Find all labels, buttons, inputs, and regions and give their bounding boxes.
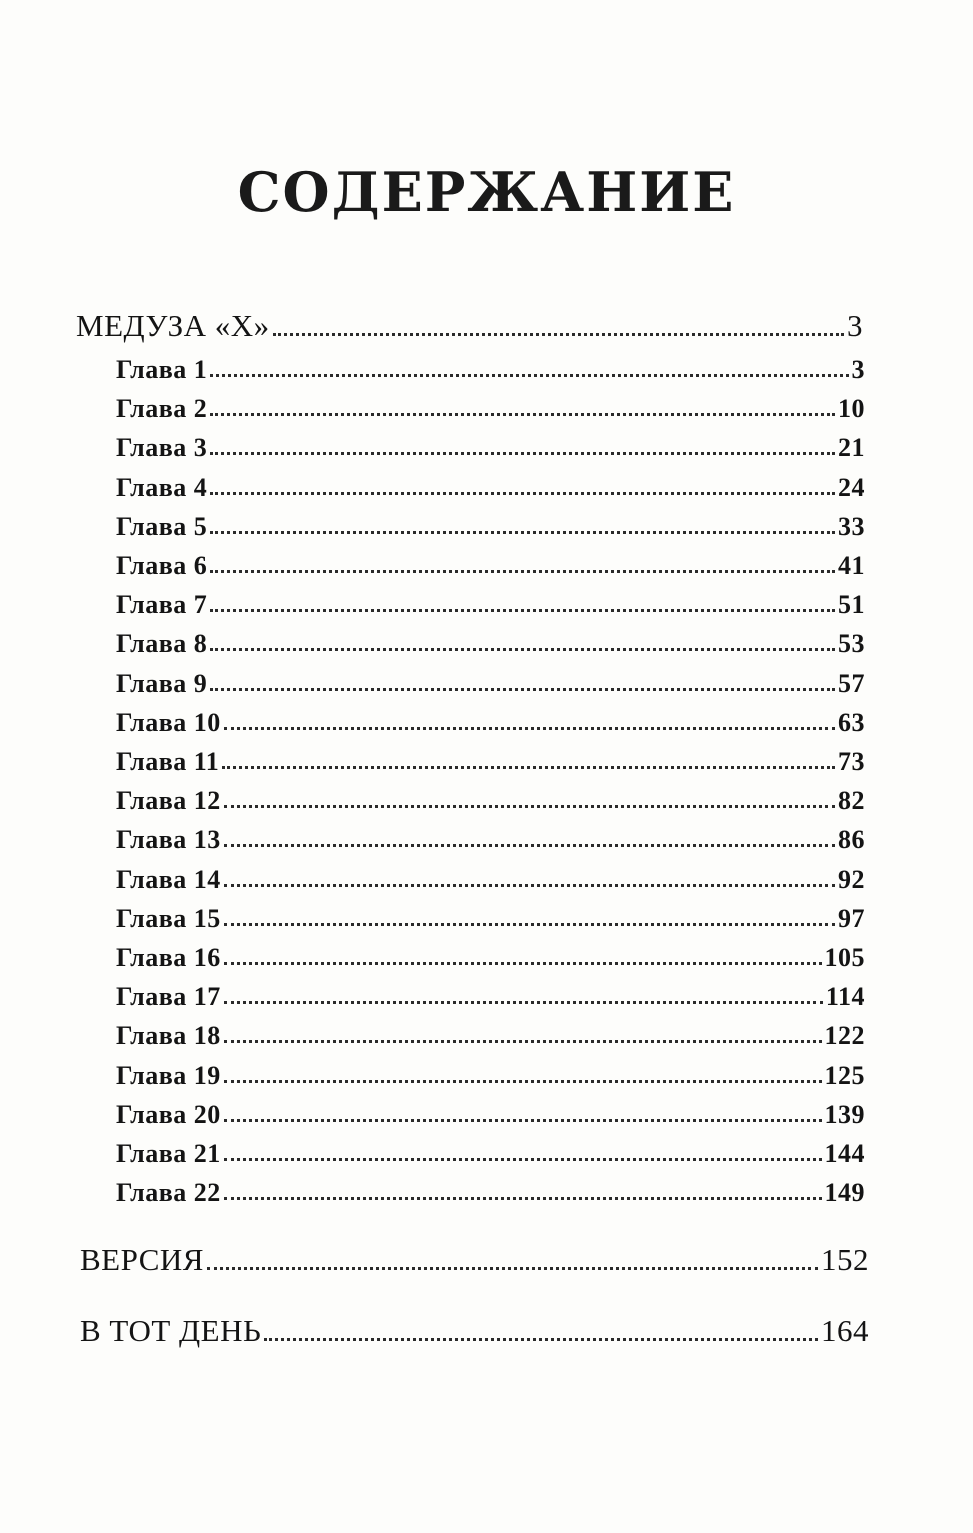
toc-entry-page-number: 51 — [838, 590, 865, 620]
toc-entry-label: Глава 1 — [116, 355, 208, 384]
dot-leader — [210, 648, 835, 651]
toc-chapter-entry — [116, 394, 865, 424]
dot-leader — [224, 962, 822, 965]
dot-leader — [207, 1267, 818, 1270]
toc-entry-page-number: 57 — [838, 668, 865, 698]
dot-leader — [222, 766, 835, 769]
dot-leader — [224, 805, 835, 808]
toc-part-entry — [80, 1313, 869, 1349]
dot-leader — [264, 1338, 818, 1341]
dot-leader — [224, 844, 835, 847]
dot-leader — [224, 923, 835, 926]
toc-entry-label: Глава 4 — [116, 472, 208, 502]
dot-leader — [224, 1197, 822, 1200]
dot-leader — [210, 609, 835, 612]
toc-chapter-entry — [116, 825, 865, 855]
toc-entry-page-number: 152 — [821, 1242, 869, 1277]
toc-chapter-entry — [116, 433, 865, 463]
toc-chapter-entry — [116, 551, 865, 581]
toc-chapter-entry — [116, 1021, 865, 1051]
dot-leader — [210, 413, 835, 416]
toc-entry-label: Глава 5 — [116, 511, 208, 541]
toc-entry-label: Глава 22 — [116, 1178, 221, 1208]
toc-entry-page-number: 24 — [838, 472, 865, 502]
toc-entry-page-number: 97 — [838, 903, 865, 933]
toc-entry-label: Глава 9 — [116, 668, 208, 698]
toc-entry-label: МЕДУЗА «Х» — [76, 308, 270, 343]
toc-entry-page-number: 41 — [838, 551, 865, 580]
dot-leader — [210, 570, 835, 573]
dot-leader — [224, 1001, 823, 1004]
toc-entry-label: Глава 15 — [116, 903, 221, 933]
toc-entry-label: Глава 19 — [116, 1060, 221, 1090]
toc-entry-page-number: 164 — [821, 1313, 869, 1348]
toc-part-entry — [76, 308, 863, 344]
dot-leader — [210, 452, 835, 455]
dot-leader — [210, 688, 835, 691]
toc-entry-label: Глава 21 — [116, 1139, 221, 1168]
toc-chapter-entry — [116, 708, 865, 738]
toc-entry-page-number: 63 — [838, 707, 865, 737]
toc-chapter-entry — [116, 669, 865, 699]
toc-entry-page-number: 3 — [851, 355, 865, 384]
toc-chapter-entry — [116, 786, 865, 816]
dot-leader — [224, 1158, 822, 1161]
toc-chapter-entry — [116, 865, 865, 895]
dot-leader — [210, 374, 848, 377]
toc-entry-page-number: 33 — [838, 511, 865, 541]
toc-chapter-entry — [116, 1178, 865, 1208]
toc-entry-label: Глава 18 — [116, 1021, 221, 1051]
toc-chapter-entry — [116, 590, 865, 620]
dot-leader — [224, 727, 835, 730]
dot-leader — [224, 1040, 822, 1043]
toc-entry-label: Глава 17 — [116, 982, 221, 1012]
toc-entry-label: Глава 12 — [116, 786, 221, 816]
toc-entry-page-number: 149 — [824, 1178, 865, 1208]
toc-entry-page-number: 53 — [838, 629, 865, 659]
toc-chapter-entry — [116, 1139, 865, 1169]
toc-chapter-entry — [116, 1100, 865, 1130]
dot-leader — [210, 531, 835, 534]
toc-entry-page-number: 86 — [838, 825, 865, 855]
toc-chapter-entry — [116, 1061, 865, 1091]
toc-entry-label: Глава 6 — [116, 551, 208, 580]
dot-leader — [224, 1119, 822, 1122]
toc-entry-page-number: 3 — [847, 308, 863, 343]
toc-chapter-entry — [116, 982, 865, 1012]
toc-entry-label: Глава 8 — [116, 629, 208, 659]
dot-leader — [224, 1080, 822, 1083]
toc-entry-label: Глава 11 — [116, 747, 220, 776]
dot-leader — [210, 492, 835, 495]
toc-entry-label: Глава 16 — [116, 943, 221, 972]
dot-leader — [273, 333, 844, 336]
dot-leader — [224, 884, 835, 887]
toc-chapter-entry — [116, 512, 865, 542]
page-title: СОДЕРЖАНИЕ — [237, 160, 736, 224]
toc-entry-page-number: 114 — [825, 982, 865, 1012]
toc-chapter-entry — [116, 904, 865, 934]
toc-entry-label: Глава 20 — [116, 1099, 221, 1129]
toc-entry-label: Глава 3 — [116, 433, 208, 463]
toc-entry-page-number: 122 — [824, 1021, 865, 1051]
toc-entry-label: Глава 10 — [116, 707, 221, 737]
toc-entry-label: Глава 13 — [116, 825, 221, 855]
toc-chapter-entry — [116, 473, 865, 503]
toc-chapter-entry — [116, 943, 865, 973]
toc-entry-label: Глава 14 — [116, 864, 221, 894]
toc-entry-page-number: 139 — [824, 1099, 865, 1129]
toc-entry-page-number: 82 — [838, 786, 865, 816]
toc-entry-page-number: 144 — [824, 1139, 865, 1168]
toc-chapter-entry — [116, 355, 865, 385]
toc-entry-label: ВЕРСИЯ — [80, 1242, 204, 1277]
toc-chapter-entry — [116, 747, 865, 777]
toc-entry-page-number: 105 — [824, 943, 865, 972]
toc-entry-page-number: 10 — [838, 394, 865, 424]
toc-entry-page-number: 92 — [838, 864, 865, 894]
toc-entry-label: Глава 7 — [116, 590, 208, 620]
toc-entry-page-number: 125 — [824, 1060, 865, 1090]
toc-chapter-entry — [116, 629, 865, 659]
toc-entry-label: В ТОТ ДЕНЬ — [80, 1313, 262, 1348]
toc-entry-page-number: 73 — [838, 747, 865, 776]
toc-part-entry — [80, 1242, 869, 1278]
toc-entry-page-number: 21 — [838, 433, 865, 463]
toc-entry-label: Глава 2 — [116, 394, 208, 424]
